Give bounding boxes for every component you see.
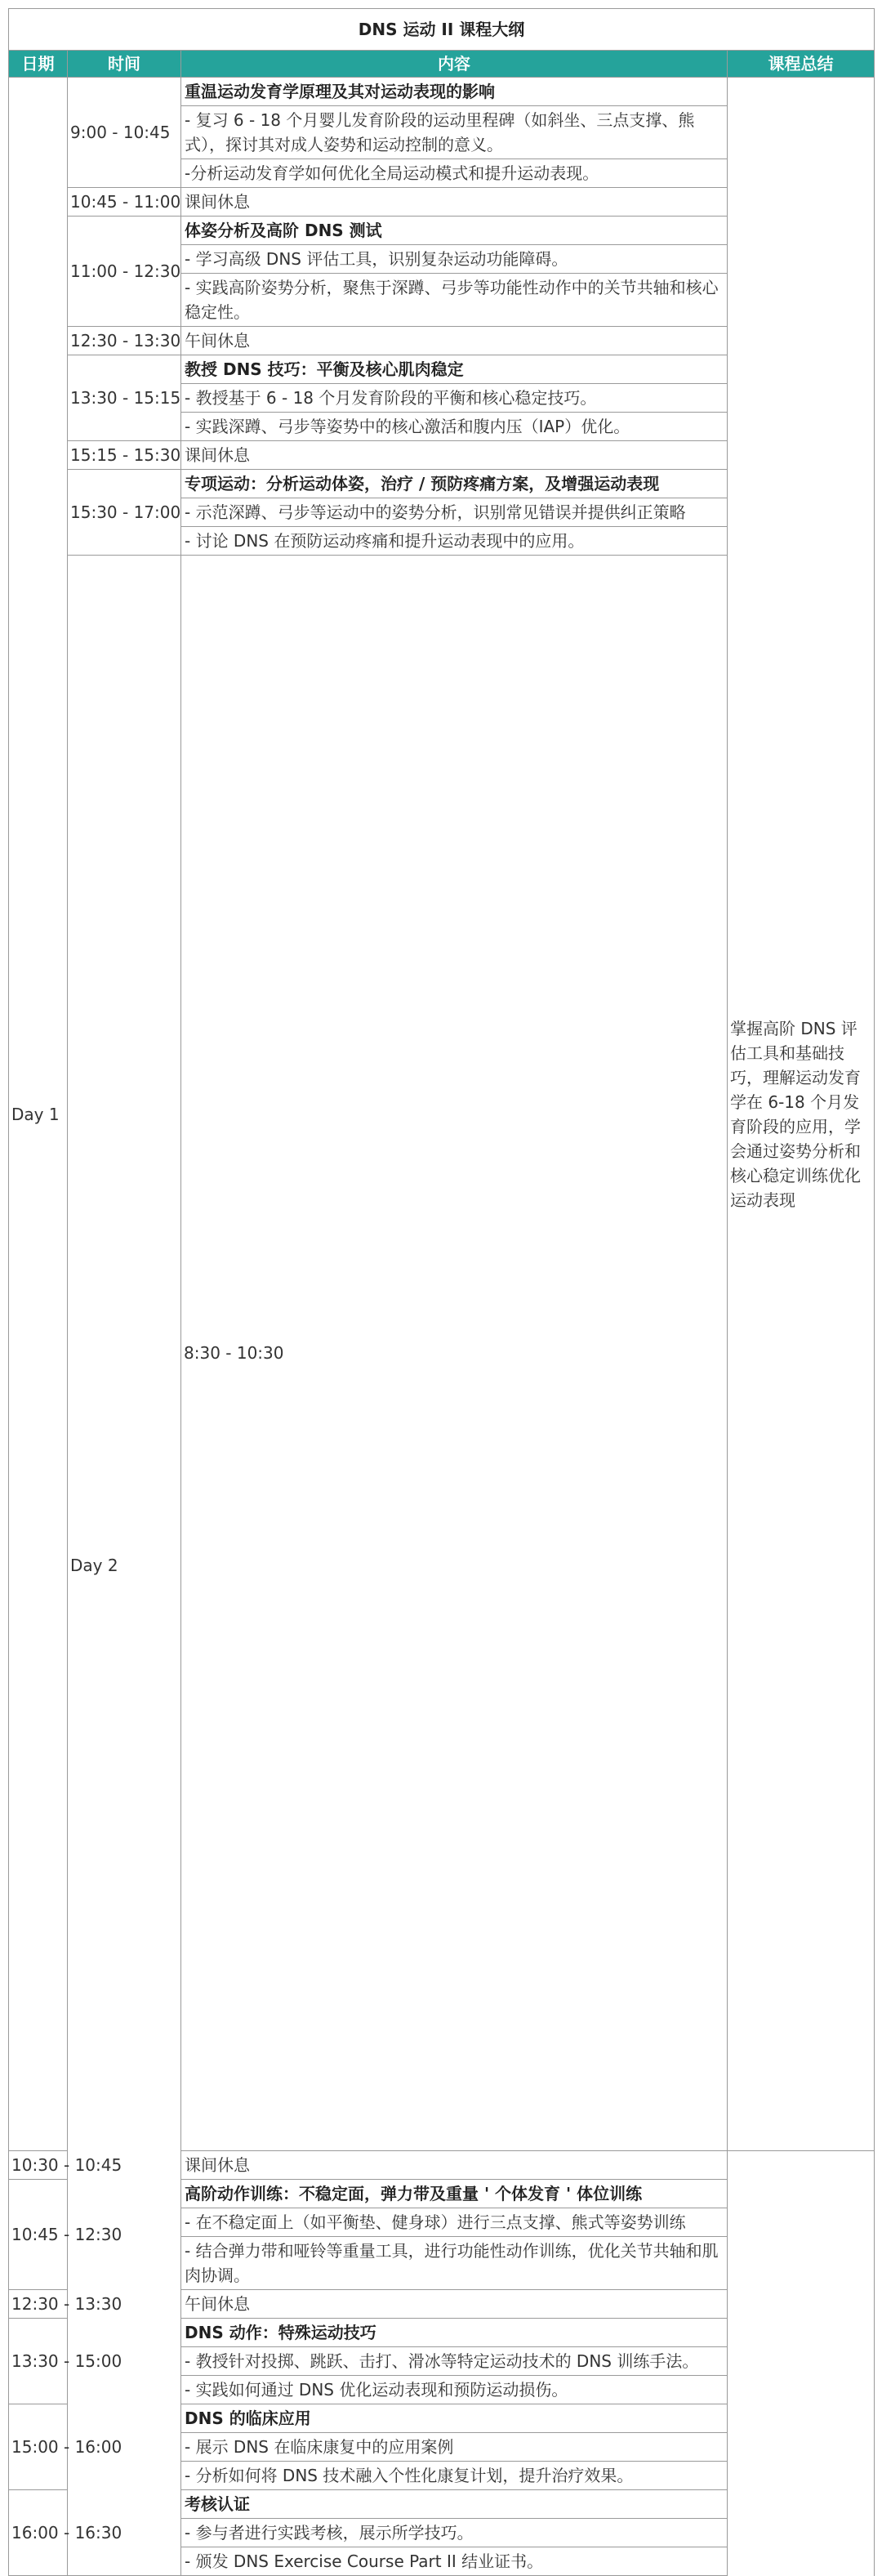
time-slot: 9:00 - 10:45: [68, 78, 181, 188]
session-item: - 复习 6 - 18 个月婴儿发育阶段的运动里程碑（如斜坐、三点支撑、熊式），探讨其对成人姿势和运动控制的意义。: [181, 106, 728, 159]
time-slot: 8:30 - 10:30: [181, 556, 728, 2151]
course-summary: 掌握高阶 DNS 评估工具和基础技巧，理解运动发育学在 6-18 个月发育阶段的应用，学会通过姿势分析和核心稳定训练优化运动表现: [728, 78, 875, 2151]
session-item: - 实践如何通过 DNS 优化运动表现和预防运动损伤。: [181, 2376, 728, 2404]
session-item: -分析运动发育学如何优化全局运动模式和提升运动表现。: [181, 159, 728, 188]
session-title: 体姿分析及高阶 DNS 测试: [181, 217, 728, 245]
session-item: - 教授基于 6 - 18 个月发育阶段的平衡和核心稳定技巧。: [181, 384, 728, 413]
session-item: - 教授针对投掷、跳跃、击打、滑冰等特定运动技术的 DNS 训练手法。: [181, 2347, 728, 2376]
time-slot: 12:30 - 13:30: [9, 2290, 68, 2319]
session-item: - 实践高阶姿势分析，聚焦于深蹲、弓步等功能性动作中的关节共轴和核心稳定性。: [181, 274, 728, 327]
header-summary: 课程总结: [728, 51, 875, 78]
break-item: 课间休息: [181, 2151, 728, 2180]
session-item: - 在不稳定面上（如平衡垫、健身球）进行三点支撑、熊式等姿势训练: [181, 2208, 728, 2237]
session-item: - 颁发 DNS Exercise Course Part II 结业证书。: [181, 2547, 728, 2576]
time-slot: 10:45 - 12:30: [9, 2180, 68, 2290]
session-title: 重温运动发育学原理及其对运动表现的影响: [181, 78, 728, 106]
day-label: Day 2: [68, 556, 181, 2576]
day-label: Day 1: [9, 78, 68, 2151]
session-title: 考核认证: [181, 2490, 728, 2519]
session-title: DNS 动作：特殊运动技巧: [181, 2319, 728, 2347]
time-slot: 10:45 - 11:00: [68, 188, 181, 217]
page-title: DNS 运动 II 课程大纲: [9, 9, 875, 51]
session-title: 教授 DNS 技巧：平衡及核心肌肉稳定: [181, 355, 728, 384]
session-item: - 分析如何将 DNS 技术融入个性化康复计划，提升治疗效果。: [181, 2462, 728, 2490]
break-item: 课间休息: [181, 188, 728, 217]
header-date: 日期: [9, 51, 68, 78]
header-content: 内容: [181, 51, 728, 78]
session-item: - 讨论 DNS 在预防运动疼痛和提升运动表现中的应用。: [181, 527, 728, 556]
break-item: 课间休息: [181, 441, 728, 470]
break-item: 午间休息: [181, 327, 728, 355]
syllabus-table: [8, 8, 875, 2576]
time-slot: 15:30 - 17:00: [68, 470, 181, 556]
time-slot: 13:30 - 15:15: [68, 355, 181, 441]
session-title: 专项运动：分析运动体姿，治疗 / 预防疼痛方案，及增强运动表现: [181, 470, 728, 498]
session-item: - 参与者进行实践考核，展示所学技巧。: [181, 2519, 728, 2547]
session-title: 高阶动作训练：不稳定面，弹力带及重量 ' 个体发育 ' 体位训练: [181, 2180, 728, 2208]
break-item: 午间休息: [181, 2290, 728, 2319]
table-header: [9, 51, 875, 78]
session-item: - 示范深蹲、弓步等运动中的姿势分析，识别常见错误并提供纠正策略: [181, 498, 728, 527]
time-slot: 16:00 - 16:30: [9, 2490, 68, 2576]
time-slot: 12:30 - 13:30: [68, 327, 181, 355]
session-item: - 实践深蹲、弓步等姿势中的核心激活和腹内压（IAP）优化。: [181, 413, 728, 441]
session-item: - 学习高级 DNS 评估工具，识别复杂运动功能障碍。: [181, 245, 728, 274]
session-item: - 结合弹力带和哑铃等重量工具，进行功能性动作训练，优化关节共轴和肌肉协调。: [181, 2237, 728, 2290]
time-slot: 13:30 - 15:00: [9, 2319, 68, 2404]
syllabus-container: [8, 8, 874, 2571]
session-title: DNS 的临床应用: [181, 2404, 728, 2433]
header-time: 时间: [68, 51, 181, 78]
session-item: - 展示 DNS 在临床康复中的应用案例: [181, 2433, 728, 2462]
time-slot: 15:15 - 15:30: [68, 441, 181, 470]
time-slot: 10:30 - 10:45: [9, 2151, 68, 2180]
time-slot: 15:00 - 16:00: [9, 2404, 68, 2490]
time-slot: 11:00 - 12:30: [68, 217, 181, 327]
